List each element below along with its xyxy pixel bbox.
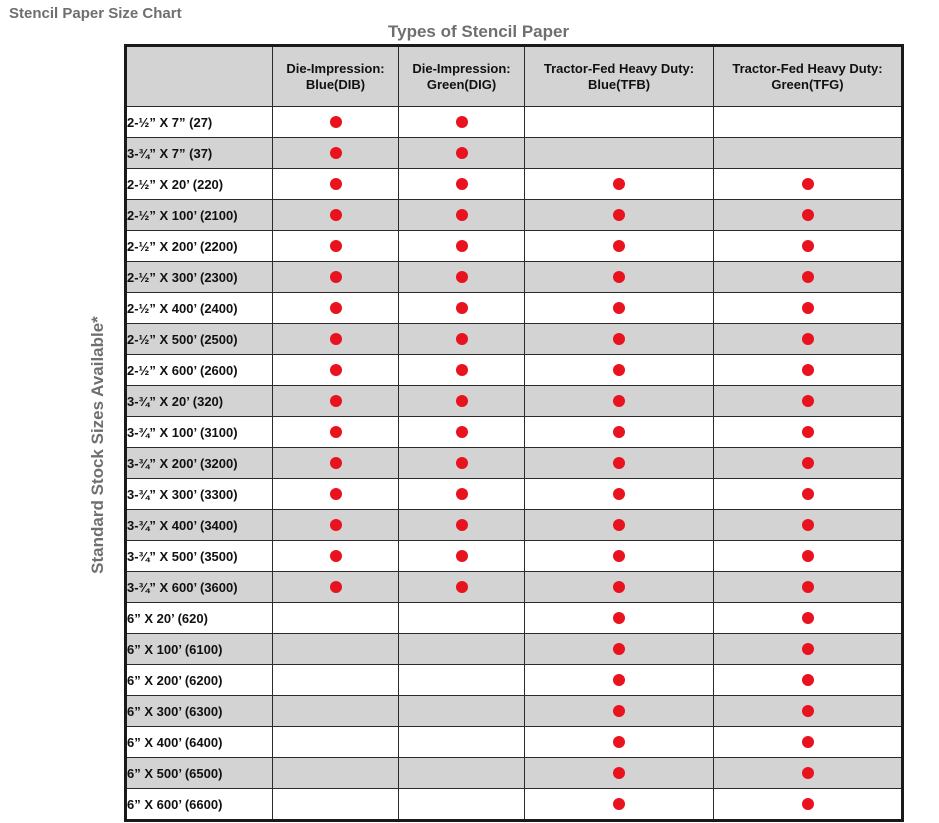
table-row [126,448,903,479]
available-dot-icon [613,581,625,593]
available-dot-icon [456,302,468,314]
available-dot-icon [613,457,625,469]
available-dot-icon [330,333,342,345]
available-dot-icon [456,550,468,562]
table-row [126,696,903,727]
availability-cell [273,355,399,386]
availability-cell [399,107,525,138]
availability-cell [525,603,714,634]
availability-cell [714,603,903,634]
size-cell: 2-½” X 200’ (2200) [126,231,273,262]
availability-cell [714,727,903,758]
availability-cell [399,634,525,665]
available-dot-icon [802,271,814,283]
size-cell: 2-½” X 400’ (2400) [126,293,273,324]
availability-cell [714,200,903,231]
availability-cell [525,758,714,789]
availability-cell [399,448,525,479]
size-cell: 2-½” X 7” (27) [126,107,273,138]
availability-cell [525,448,714,479]
available-dot-icon [456,364,468,376]
availability-cell [273,510,399,541]
availability-cell [273,417,399,448]
availability-cell [525,200,714,231]
available-dot-icon [802,550,814,562]
availability-cell [399,603,525,634]
availability-cell [399,727,525,758]
available-dot-icon [802,178,814,190]
availability-cell [273,107,399,138]
size-cell: 3-¾” X 200’ (3200) [126,448,273,479]
size-cell: 2-½” X 20’ (220) [126,169,273,200]
available-dot-icon [456,395,468,407]
availability-cell [399,541,525,572]
availability-cell [399,355,525,386]
availability-cell [399,510,525,541]
table-body [126,107,903,821]
available-dot-icon [802,302,814,314]
availability-cell [525,138,714,169]
availability-cell [273,479,399,510]
availability-cell [714,510,903,541]
available-dot-icon [802,488,814,500]
availability-cell [273,696,399,727]
column-header-line2: Blue(TFB) [587,76,651,92]
availability-cell [525,665,714,696]
table-row [126,665,903,696]
available-dot-icon [802,643,814,655]
size-cell: 3-¾” X 100’ (3100) [126,417,273,448]
available-dot-icon [613,271,625,283]
availability-cell [525,107,714,138]
available-dot-icon [456,116,468,128]
availability-cell [273,169,399,200]
availability-cell [273,634,399,665]
available-dot-icon [802,581,814,593]
availability-cell [714,386,903,417]
availability-cell [525,541,714,572]
table-row [126,231,903,262]
table-row [126,262,903,293]
table-row [126,510,903,541]
column-header-dib [273,46,399,107]
availability-cell [525,293,714,324]
size-cell: 6” X 20’ (620) [126,603,273,634]
availability-cell [525,572,714,603]
header-row [126,46,903,107]
stencil-size-table [124,44,904,822]
availability-cell [525,231,714,262]
availability-cell [525,634,714,665]
availability-cell [525,479,714,510]
availability-cell [714,696,903,727]
table-row [126,386,903,417]
availability-cell [273,386,399,417]
available-dot-icon [330,302,342,314]
size-cell: 3-¾” X 7” (37) [126,138,273,169]
table-row [126,138,903,169]
table-row [126,789,903,821]
availability-cell [525,417,714,448]
corner-cell [126,46,273,107]
table-row [126,169,903,200]
table-row [126,603,903,634]
size-cell: 6” X 100’ (6100) [126,634,273,665]
availability-cell [399,665,525,696]
availability-cell [714,758,903,789]
availability-cell [273,789,399,821]
size-cell: 3-¾” X 600’ (3600) [126,572,273,603]
availability-cell [525,386,714,417]
availability-cell [399,572,525,603]
available-dot-icon [330,178,342,190]
types-heading: Types of Stencil Paper [388,22,570,41]
column-header-tfb [525,46,714,107]
available-dot-icon [456,333,468,345]
availability-cell [273,541,399,572]
availability-cell [273,603,399,634]
availability-cell [525,789,714,821]
available-dot-icon [330,147,342,159]
availability-cell [399,293,525,324]
available-dot-icon [613,798,625,810]
available-dot-icon [613,643,625,655]
table-row [126,293,903,324]
availability-cell [714,355,903,386]
availability-cell [399,231,525,262]
size-cell: 2-½” X 500’ (2500) [126,324,273,355]
size-cell: 3-¾” X 400’ (3400) [126,510,273,541]
available-dot-icon [802,767,814,779]
size-cell: 3-¾” X 500’ (3500) [126,541,273,572]
available-dot-icon [330,364,342,376]
available-dot-icon [802,736,814,748]
availability-cell [525,727,714,758]
column-header-dig [399,46,525,107]
table-row [126,107,903,138]
availability-cell [714,262,903,293]
table-row [126,355,903,386]
available-dot-icon [802,457,814,469]
available-dot-icon [330,395,342,407]
size-cell: 2-½” X 100’ (2100) [126,200,273,231]
availability-cell [399,262,525,293]
column-header-line2: Green(TFG) [771,76,844,92]
available-dot-icon [802,426,814,438]
table-row [126,727,903,758]
size-cell: 6” X 400’ (6400) [126,727,273,758]
available-dot-icon [330,209,342,221]
available-dot-icon [613,767,625,779]
availability-cell [525,696,714,727]
available-dot-icon [456,147,468,159]
availability-cell [399,417,525,448]
availability-cell [273,758,399,789]
available-dot-icon [613,364,625,376]
available-dot-icon [613,395,625,407]
available-dot-icon [802,674,814,686]
size-cell: 6” X 500’ (6500) [126,758,273,789]
table-row [126,758,903,789]
column-header-line1: Tractor-Fed Heavy Duty: [543,60,695,76]
available-dot-icon [802,519,814,531]
availability-cell [399,696,525,727]
availability-cell [714,541,903,572]
availability-cell [273,231,399,262]
column-header-line2: Green(DIG) [426,76,497,92]
availability-cell [273,572,399,603]
available-dot-icon [330,426,342,438]
available-dot-icon [613,178,625,190]
available-dot-icon [330,116,342,128]
column-header-line1: Die-Impression: [286,60,385,76]
available-dot-icon [802,333,814,345]
table-row [126,572,903,603]
available-dot-icon [330,581,342,593]
available-dot-icon [802,798,814,810]
available-dot-icon [330,271,342,283]
available-dot-icon [613,302,625,314]
available-dot-icon [613,488,625,500]
table-row [126,417,903,448]
table-row [126,541,903,572]
available-dot-icon [456,519,468,531]
availability-cell [525,169,714,200]
column-header-tfg [714,46,903,107]
available-dot-icon [456,209,468,221]
availability-cell [714,138,903,169]
availability-cell [525,355,714,386]
availability-cell [714,324,903,355]
available-dot-icon [613,209,625,221]
column-header-line2: Blue(DIB) [305,76,366,92]
availability-cell [714,479,903,510]
available-dot-icon [802,612,814,624]
side-label: Standard Stock Sizes Available* [88,316,107,574]
size-cell: 6” X 200’ (6200) [126,665,273,696]
table-row [126,324,903,355]
available-dot-icon [456,240,468,252]
available-dot-icon [802,364,814,376]
availability-cell [714,293,903,324]
availability-cell [273,262,399,293]
availability-cell [525,324,714,355]
availability-cell [714,789,903,821]
availability-cell [525,262,714,293]
available-dot-icon [613,333,625,345]
availability-cell [273,665,399,696]
available-dot-icon [330,519,342,531]
table-row [126,634,903,665]
column-header-line1: Tractor-Fed Heavy Duty: [732,60,883,76]
available-dot-icon [330,550,342,562]
size-cell: 6” X 600’ (6600) [126,789,273,821]
availability-cell [399,758,525,789]
available-dot-icon [802,705,814,717]
available-dot-icon [613,550,625,562]
availability-cell [273,138,399,169]
availability-cell [399,138,525,169]
available-dot-icon [330,488,342,500]
availability-cell [714,448,903,479]
availability-cell [714,572,903,603]
availability-cell [714,665,903,696]
available-dot-icon [802,209,814,221]
size-cell: 6” X 300’ (6300) [126,696,273,727]
availability-cell [525,510,714,541]
page-title: Stencil Paper Size Chart [9,5,182,22]
availability-cell [273,293,399,324]
available-dot-icon [613,705,625,717]
availability-cell [714,417,903,448]
available-dot-icon [613,519,625,531]
available-dot-icon [613,240,625,252]
availability-cell [399,789,525,821]
available-dot-icon [456,457,468,469]
availability-cell [399,169,525,200]
table-row [126,479,903,510]
availability-cell [399,200,525,231]
available-dot-icon [456,178,468,190]
column-header-line1: Die-Impression: [412,60,511,76]
available-dot-icon [613,736,625,748]
availability-cell [273,727,399,758]
available-dot-icon [330,457,342,469]
size-cell: 3-¾” X 300’ (3300) [126,479,273,510]
availability-cell [399,386,525,417]
size-cell: 2-½” X 600’ (2600) [126,355,273,386]
available-dot-icon [456,271,468,283]
size-cell: 2-½” X 300’ (2300) [126,262,273,293]
availability-cell [399,324,525,355]
available-dot-icon [613,612,625,624]
availability-cell [714,231,903,262]
availability-cell [714,634,903,665]
availability-cell [273,448,399,479]
availability-cell [714,169,903,200]
available-dot-icon [613,426,625,438]
available-dot-icon [330,240,342,252]
available-dot-icon [456,488,468,500]
available-dot-icon [456,426,468,438]
available-dot-icon [802,240,814,252]
size-cell: 3-¾” X 20’ (320) [126,386,273,417]
availability-cell [273,324,399,355]
table-row [126,200,903,231]
availability-cell [399,479,525,510]
availability-cell [273,200,399,231]
available-dot-icon [456,581,468,593]
available-dot-icon [613,674,625,686]
availability-cell [714,107,903,138]
available-dot-icon [802,395,814,407]
